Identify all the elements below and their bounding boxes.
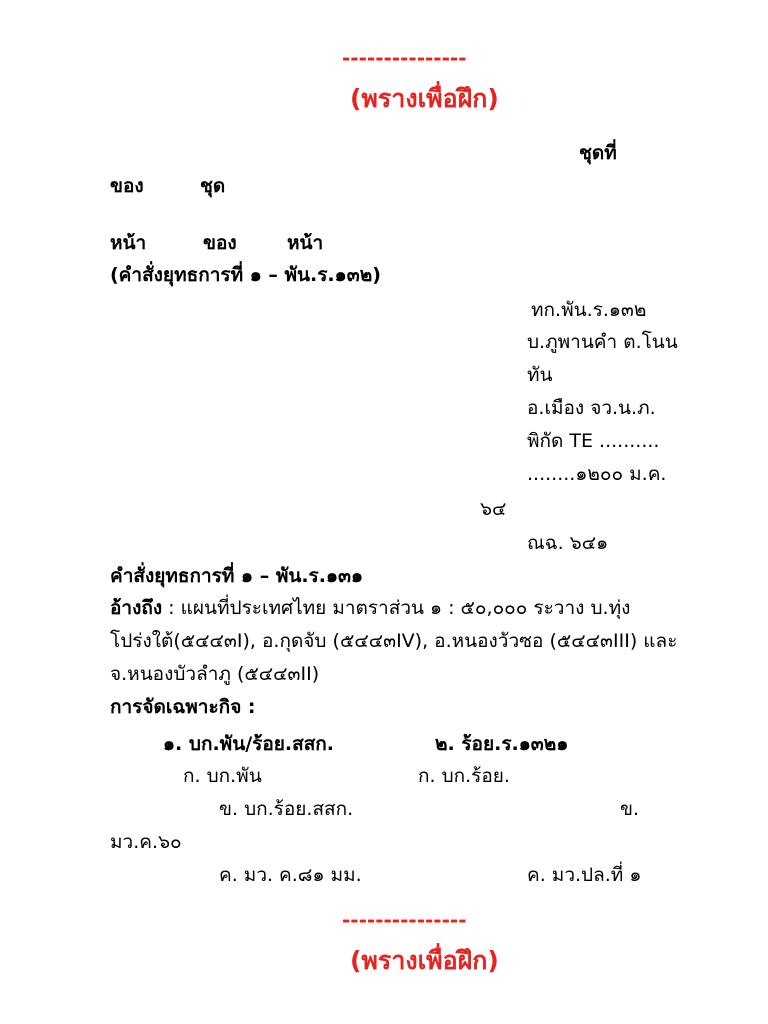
pages-label: หน้า (287, 232, 324, 254)
header-classification-stamp: (พรางเพื่อฝึก) (350, 84, 499, 113)
date-year: ๖๔ (480, 498, 507, 520)
group-2-item-a: ก. บก.ร้อย. (418, 765, 510, 787)
order-reference-line: (คำสั่งยุทธการที่ ๑ – พัน.ร.๑๓๒) (110, 264, 381, 286)
group-2-item-c: ค. มว.ปล.ที่ ๑ (527, 864, 642, 886)
reference-line-1 (110, 597, 630, 620)
group-1-title: ๑. บก.พัน/ร้อย.สสก. (163, 733, 335, 755)
reference-line-2: โปร่งใต้(๕๔๔๓I), อ.กุดจับ (๕๔๔๓IV), อ.หนองวัวซอ (๕๔๔๓III) และ (110, 630, 678, 652)
group-2-item-b-prefix: ข. (620, 798, 640, 820)
message-reference-number: ณฉ. ๖๔๑ (527, 532, 609, 554)
footer-dash-line: --------------- (342, 908, 467, 932)
village-line-1: บ.ภูพานคำ ต.โนน (527, 331, 678, 353)
page-label: หน้า (110, 232, 147, 254)
footer-classification-stamp: (พรางเพื่อฝึก) (350, 946, 499, 975)
reference-text-1: : แผนที่ประเทศไทย มาตราส่วน ๑ : ๕๐,๐๐๐ ระวาง บ.ทุ่ง (162, 597, 631, 619)
group-1-item-c: ค. มว. ค.๘๑ มม. (219, 864, 362, 886)
district-province: อ.เมือง จว.น.ภ. (527, 397, 656, 419)
village-line-2: ทัน (527, 364, 553, 386)
of-copies-label: ของ (110, 175, 144, 197)
group-2-item-b-text: มว.ค.๖๐ (110, 831, 182, 853)
hq-location: ทก.พัน.ร.๑๓๒ (531, 299, 647, 321)
date-time-group: ........๑๒๐๐ ม.ค. (527, 463, 667, 485)
copies-label: ชุด (200, 175, 226, 197)
group-1-item-b: ข. บก.ร้อย.สสก. (219, 798, 354, 820)
grid-reference: พิกัด TE .......... (527, 430, 660, 452)
header-dash-line: --------------- (342, 46, 467, 70)
task-organization-label: การจัดเฉพาะกิจ : (110, 696, 256, 718)
group-2-title: ๒. ร้อย.ร.๑๓๒๑ (435, 733, 569, 755)
reference-label: อ้างถึง (110, 597, 163, 619)
order-title: คำสั่งยุทธการที่ ๑ – พัน.ร.๑๓๑ (110, 565, 364, 587)
of-pages-label: ของ (203, 232, 237, 254)
reference-line-3: จ.หนองบัวลำภู (๕๔๔๓II) (110, 663, 320, 685)
copy-number-label: ชุดที่ (579, 142, 617, 164)
group-1-item-a: ก. บก.พัน (183, 765, 262, 787)
